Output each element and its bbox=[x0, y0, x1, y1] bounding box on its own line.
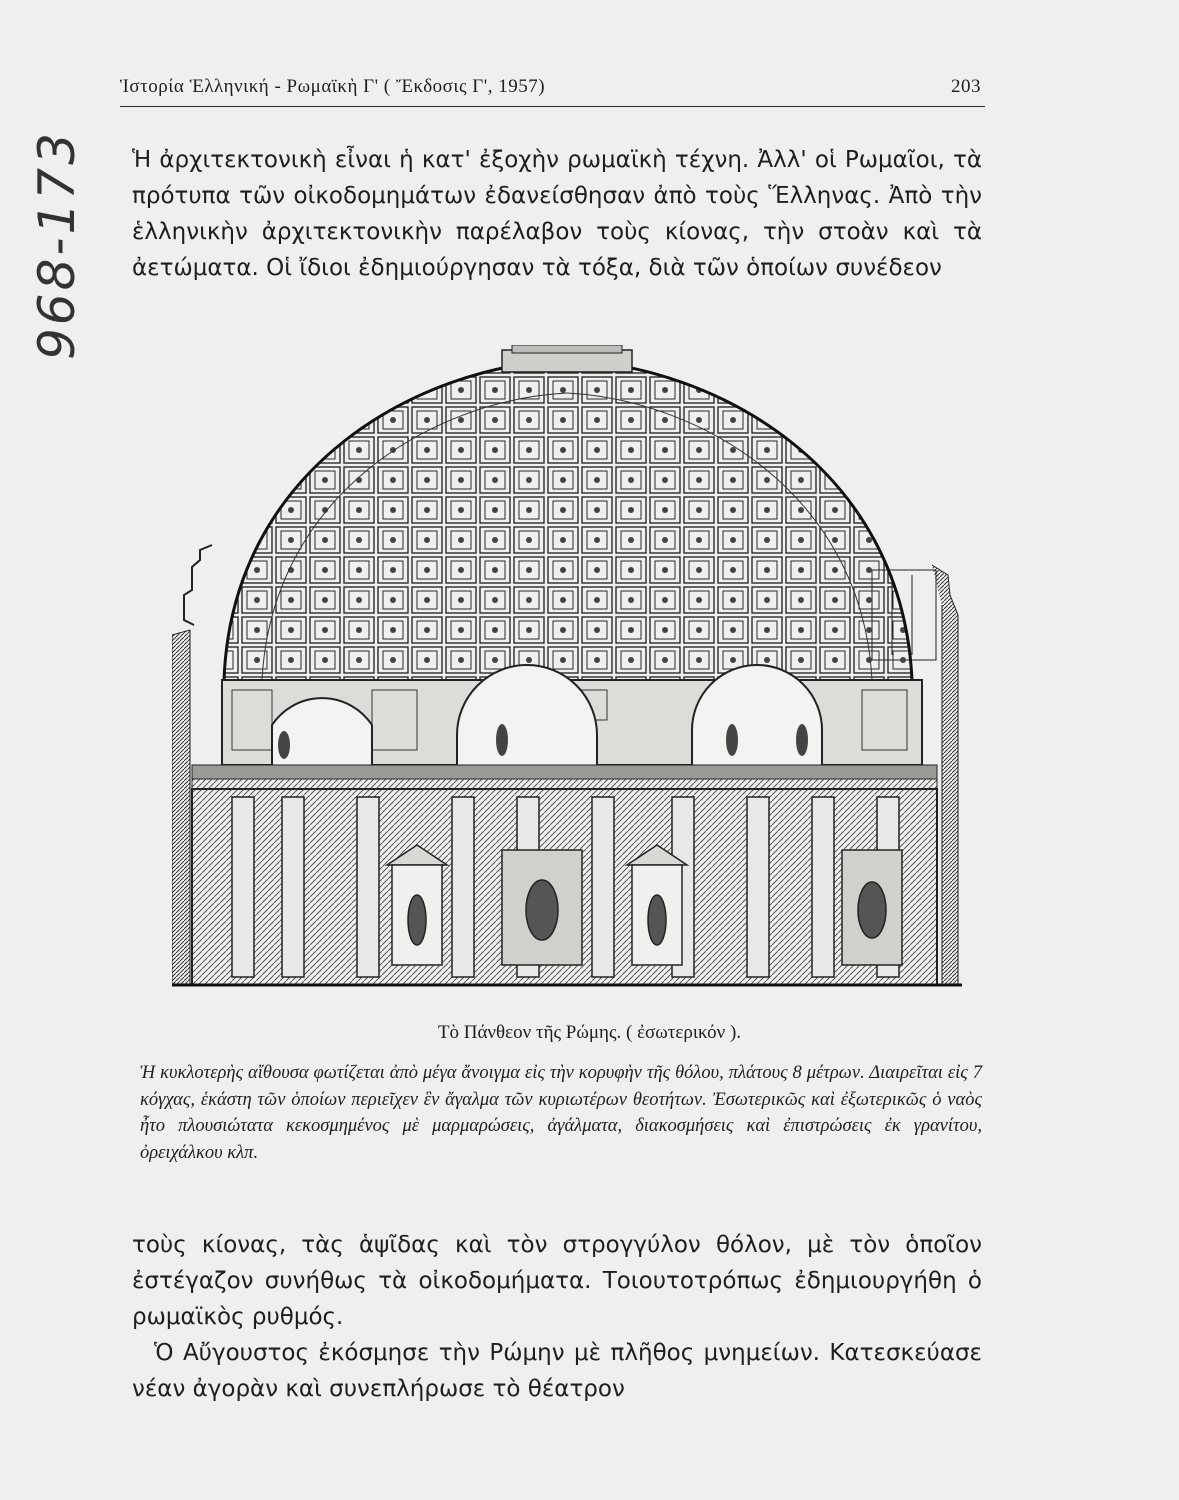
handwritten-margin-note: 968-173 bbox=[28, 130, 86, 360]
paragraph-augustus: Ὁ Αὔγουστος ἐκόσμησε τὴν Ρώμην μὲ πλῆθος μνημείων. Κατεσκεύασε νέαν ἀγορὰν καὶ συνεπλήρωσε τὸ θέατρον bbox=[132, 1340, 982, 1402]
figure-caption: Τὸ Πάνθεον τῆς Ρώμης. ( ἐσωτερικόν ). bbox=[437, 1022, 742, 1043]
pantheon-illustration bbox=[172, 345, 962, 1025]
top-text-block bbox=[132, 142, 982, 286]
paragraph-roman-style: τοὺς κίονας, τὰς ἁψῖδας καὶ τὸν στρογγύλον θόλον, μὲ τὸν ὁποῖον ἐστέγαζον συνήθως τὰ οἰκοδομήματα. Τοιουτοτρόπως ἐδημιουργήθη ὁ ρωμαϊκὸς ρυθμός. bbox=[132, 1232, 982, 1330]
running-head bbox=[120, 72, 985, 107]
running-head-title: Ἱστορία Ἑλληνική - Ρωμαϊκὴ Γ' ( Ἔκδοσις Γ', 1957) bbox=[120, 76, 546, 97]
paragraph-architecture: Ἡ ἀρχιτεκτονικὴ εἶναι ἡ κατ' ἐξοχὴν ρωμαϊκὴ τέχνη. Ἀλλ' οἱ Ρωμαῖοι, τὰ πρότυπα τῶν οἰκοδομημάτων ἐδανείσθησαν ἀπὸ τοὺς Ἕλληνας. Ἀπὸ τὴν ἑλληνικὴν ἀρχιτεκτονικὴν παρέλαβον τοὺς κίονας, τὴν στοὰν καὶ τὰ ἀετώματα. Οἱ ἴδιοι ἐδημιούργησαν τὰ τόξα, διὰ τῶν ὁποίων συνέδεον bbox=[132, 147, 982, 281]
figure-legend-text: Ἡ κυκλοτερὴς αἴθουσα φωτίζεται ἀπὸ μέγα ἄνοιγμα εἰς τὴν κορυφὴν τῆς θόλου, πλάτους 8 μέτρων. Διαιρεῖται εἰς 7 κόγχας, ἑκάστη τῶν ὁποίων περιεῖχεν ἓν ἄγαλμα τῶν κυριωτέρων θεοτήτων. Ἐσωτερικῶς καὶ ἐξωτερικῶς ὁ ναὸς ἦτο πλουσιώτατα κεκοσμημένος μὲ μαρμαρώσεις, ἀγάλματα, διακοσμήσεις καὶ ἐπιστρώσεις ἐκ γρανίτου, ὀρειχάλκου κλπ. bbox=[140, 1063, 982, 1163]
page-number: 203 bbox=[951, 76, 981, 97]
figure-legend bbox=[140, 1060, 982, 1166]
bottom-text-block bbox=[132, 1227, 982, 1407]
